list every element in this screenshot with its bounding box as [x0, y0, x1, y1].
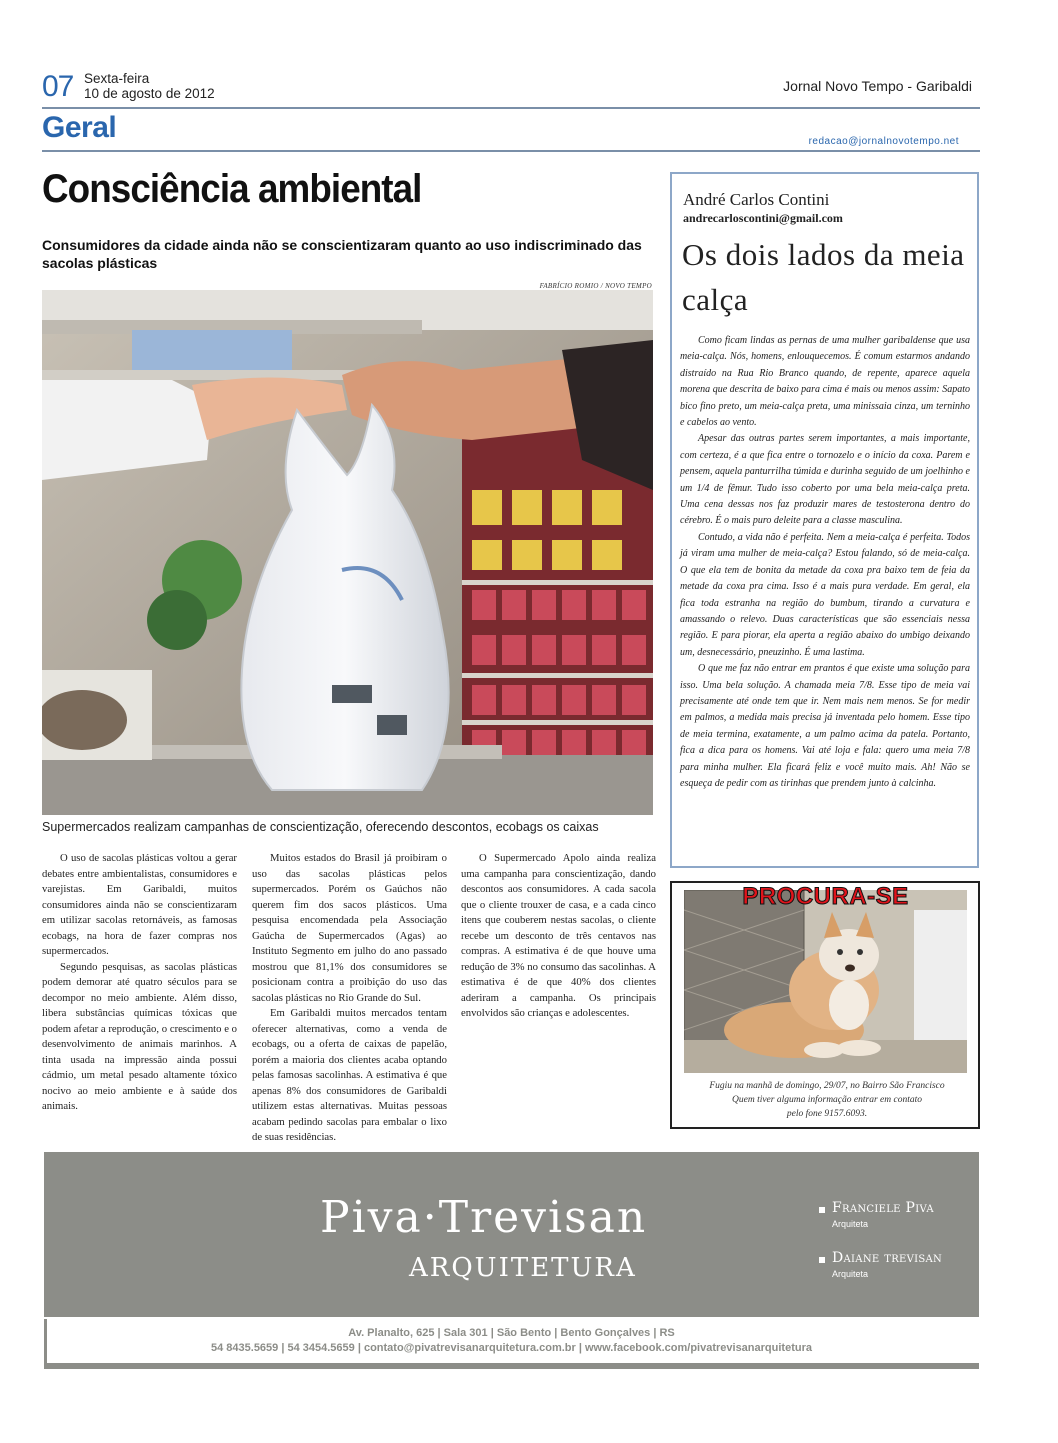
article-headline: Consciência ambiental [42, 167, 422, 211]
page-number: 07 [42, 70, 74, 103]
supermarket-photo [42, 290, 653, 815]
article-paragraph: O Supermercado Apolo ainda realiza uma campanha para conscientização, dando descontos aos consumidores. A cada sacola que o cliente trouxer de casa, e a cada cinco itens que couberem nestas sacolas, o cliente recebe um desconto de três centavos nas compras. A estimativa é de que houve uma redução de 3% no consumo das sacolinhas. A estimativa é de que 40% dos clientes aderiram a campanha. Os principais envolvidos são crianças e adolescentes. [461, 852, 656, 1019]
bullet-icon [819, 1207, 825, 1213]
wanted-line: Fugiu na manhã de domingo, 29/07, no Bairro São Francisco [709, 1081, 945, 1091]
dog-photo [684, 890, 967, 1073]
ad-person-name: Franciele Piva [832, 1200, 934, 1216]
column-title: Os dois lados da meia calça [682, 237, 965, 317]
newsroom-email[interactable]: redacao@jornalnovotempo.net [808, 136, 959, 147]
ad-person-role: Arquiteta [832, 1219, 869, 1229]
header-rule [42, 107, 980, 109]
issue-date [84, 71, 215, 101]
newspaper-name: Jornal Novo Tempo - Garibaldi [783, 78, 972, 94]
article-paragraph: O uso de sacolas plásticas voltou a gerar debates entre ambientalistas, consumidores e varejistas. Em Garibaldi, muitos consumidores ainda não se conscientizaram em utilizar sacolas retornáveis, as famosas ecobags, na hora de fazer compras nos supermercados. [42, 852, 237, 957]
article-paragraph: Muitos estados do Brasil já proibiram o uso das sacolas plásticas pelos supermercados. Porém os Gaúchos não querem fim dos sacos plásticos. Uma pesquisa encomendada pela Associação Gaúcha de Supermercados (Agas) ao Instituto Segmento em julho do ano passado mostrou que 81,1% dos consumidores se posicionam contra a proibição do uso das sacolas plásticas no Rio Grande do Sul. [252, 852, 447, 1004]
photo-credit: FABRÍCIO ROMIO / NOVO TEMPO [539, 282, 652, 290]
wanted-phone: pelo fone 9157.6093. [786, 1109, 868, 1119]
section-title: Geral [42, 111, 117, 144]
column-body [680, 333, 970, 792]
wanted-title: PROCURA-SE [742, 883, 909, 910]
column-paragraph: Apesar das outras partes serem importantes, a mais importante, com certeza, é a que fica entre o tornozelo e o início da coxa. Parem e pensem, aquela panturrilha túmida e durinha seguido de um joelhinho e um 1/4 de fêmur. Tudo isso coberto por uma bela meia-calça preta. Uma cena dessas nos faz produzir mares de testosterona dentro do cérebro. É o mais puro deleite para a classe masculina. [680, 433, 970, 527]
ad-person-name: Daiane trevisan [832, 1250, 943, 1266]
ad-contacts [44, 1326, 979, 1356]
article-paragraph: Em Garibaldi muitos mercados tentam oferecer alternativas, como a venda de ecobags, ou a oferta de caixas de papelão, porém a maioria dos clientes acaba optando pelas famosas sacolinhas. A estimativa é que apenas 8% dos consumidores de Garibaldi utilizem estas alternativas. Muitas pessoas acabam pedindo sacolas para embalar o lixo de suas residências. [252, 1007, 447, 1143]
ad-subtitle: ARQUITETURA [409, 1253, 637, 1283]
photo-caption: Supermercados realizam campanhas de conscientização, oferecendo descontos, ecobags os caixas [42, 820, 599, 834]
column-paragraph: O que me faz não entrar em prantos é que existe uma solução para isso. Uma bela solução. A chamada meia 7/8. Esse tipo de meia vai precisamente até onde tem que ir. Nem mais nem menos. Se for medir em palmos, a medida mais precisa já inventada pelo homem. Esse tipo de meia termina, exatamente, a um palmo acima da patela. Portanto, fica a dica para os homens. Vai até loja e fala: quero uma meia 7/8 para minha mulher. Ela ficará feliz e você muito mais. Ah! Não se esqueça de pedir com as tirinhas que prendem junto à calcinha. [680, 663, 970, 789]
bullet-icon [819, 1257, 825, 1263]
ad-logo: Piva·Trevisan [320, 1192, 648, 1243]
column-paragraph: Contudo, a vida não é perfeita. Nem a meia-calça é perfeita. Todos já viram uma mulher de meia-calça? Estou falando, só de meia-calça. O que ela tem de bonita da metade da coxa pra baixo tem de feia da metade da coxa pra cima. Isso é a mais pura verdade. Em geral, ela fica toda estranha na região do bumbum, tirando a curvatura e amassando o relevo. Duas características que são essenciais nessa região. E para piorar, ela aperta a região abaixo do umbigo deixando um, desnecessário, pneuzinho. É uma lastima. [680, 531, 970, 658]
ad-contact-links[interactable]: 54 8435.5659 | 54 3454.5659 | contato@pivatrevisanarquitetura.com.br | www.facebook.com/pivatrevisanarquitetura [211, 1342, 812, 1354]
article-column-3 [461, 851, 656, 1022]
columnist-name: André Carlos Contini [683, 190, 830, 209]
issue-date-text: 10 de agosto de 2012 [84, 86, 215, 101]
ad-address: Av. Planalto, 625 | Sala 301 | São Bento | Bento Gonçalves | RS [348, 1327, 675, 1339]
issue-weekday: Sexta-feira [84, 71, 150, 86]
article-paragraph: Segundo pesquisas, as sacolas plásticas podem demorar até quatro séculos para se decompor no meio ambiente. Além disso, libera substâncias químicas tóxicas que podem afetar a reprodução, o crescimento e o desenvolvimento de animais marinhos. A tinta usada na impressão ainda possui cádmio, um metal pesado altamente tóxico nocivo ao meio ambiente e à saúde dos animais. [42, 960, 237, 1112]
article-column-1 [42, 851, 237, 1115]
article-dek: Consumidores da cidade ainda não se conscientizaram quanto ao uso indiscriminado das sacolas plásticas [42, 237, 642, 271]
wanted-details [680, 1079, 974, 1121]
ad-person-role: Arquiteta [832, 1269, 869, 1279]
columnist-email[interactable]: andrecarloscontini@gmail.com [683, 211, 843, 225]
wanted-line: Quem tiver alguma informação entrar em contato [732, 1095, 922, 1105]
section-rule [42, 150, 980, 152]
article-column-2 [252, 851, 447, 1146]
column-paragraph: Como ficam lindas as pernas de uma mulher garibaldense que usa meia-calça. Nós, homens, enlouquecemos. É comum estarmos andando distraído na Rua Rio Branco quando, de repente, aparece aquela morena que descrita de baixo para cima é mais ou menos assim: Sapato bico fino preto, um meia-calça preta, uma minissaia cinza, um terninho e cabelos ao vento. [680, 335, 970, 429]
